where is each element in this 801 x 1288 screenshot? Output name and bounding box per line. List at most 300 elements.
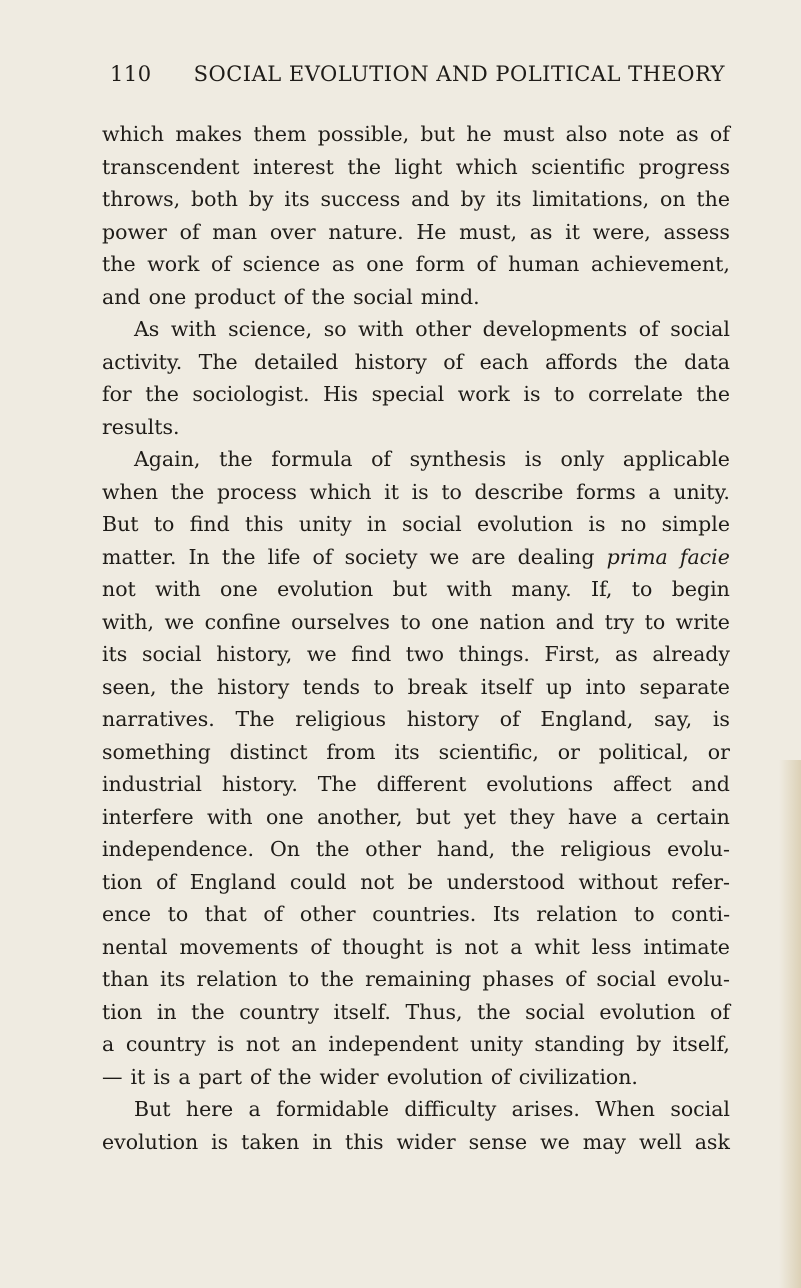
word: the [311, 284, 346, 309]
word: difficulty [404, 1097, 497, 1121]
word: is [588, 512, 606, 536]
word: taken [241, 1129, 300, 1154]
word: As [134, 317, 160, 341]
word: of [443, 349, 464, 374]
word: the [696, 382, 730, 406]
word: product [194, 284, 276, 309]
word: ask [694, 1129, 730, 1154]
word: is [435, 934, 453, 959]
word: movements [179, 934, 299, 959]
text-line [102, 768, 730, 801]
word: not [464, 934, 499, 959]
word: history [217, 674, 290, 699]
word: evolu- [667, 837, 730, 861]
word: its [496, 187, 522, 211]
word: the [102, 252, 136, 276]
word: of [283, 284, 304, 309]
word: industrial [102, 772, 202, 796]
word: confine [204, 609, 281, 634]
text-line [102, 1028, 730, 1061]
word: each [479, 349, 529, 374]
word: without [578, 869, 658, 894]
word: country [239, 999, 320, 1024]
word: unity. [673, 479, 730, 504]
word: evolution [386, 1064, 483, 1089]
text-line [102, 411, 730, 444]
word: The [317, 772, 357, 796]
text-line [102, 671, 730, 704]
word: relation [536, 902, 618, 926]
word: already [652, 642, 730, 666]
word: as [529, 219, 553, 244]
text-line [102, 866, 730, 899]
text-line [102, 346, 730, 379]
text-line [102, 898, 730, 931]
word: itself. [333, 999, 391, 1024]
word: and [411, 187, 450, 211]
word: are [471, 544, 506, 569]
word: part [198, 1064, 242, 1089]
word: we [540, 1129, 570, 1154]
word: social [670, 1097, 730, 1121]
word: to [167, 902, 189, 926]
word: the [477, 999, 511, 1024]
word: possible, [317, 122, 410, 146]
word: so [323, 317, 347, 341]
word: is [524, 447, 542, 471]
word: other [299, 902, 356, 926]
word: history [406, 707, 480, 731]
text-line [102, 996, 730, 1029]
word: try [604, 609, 635, 634]
word: to [288, 967, 310, 991]
word: up [545, 674, 573, 699]
word: results. [102, 414, 180, 439]
word: the [170, 674, 204, 699]
word: religious [560, 837, 652, 861]
word: history, [216, 642, 293, 666]
word: we [164, 609, 195, 634]
word: the [170, 479, 205, 504]
word: history. [221, 772, 298, 796]
text-line [102, 151, 730, 184]
word: social [353, 284, 413, 309]
word: arises. [511, 1097, 580, 1121]
word: not [102, 577, 136, 601]
word: other [415, 317, 472, 341]
word: is [712, 707, 730, 731]
word: things. [458, 642, 530, 666]
word: to [441, 479, 462, 504]
word: of [310, 934, 331, 959]
word: history [354, 349, 427, 374]
word: which [102, 122, 164, 146]
word: as [615, 642, 638, 666]
word: by [248, 187, 274, 211]
word: facie [679, 544, 730, 569]
word: it [384, 479, 399, 504]
word: it [130, 1064, 146, 1089]
word: science [242, 252, 321, 276]
word: this [245, 512, 284, 536]
word: achievement, [591, 252, 730, 276]
word: describe [474, 479, 564, 504]
word: First, [544, 642, 601, 666]
word: society [344, 544, 418, 569]
word: process [216, 479, 297, 504]
word: thought [342, 934, 424, 959]
word: seen, [102, 674, 157, 699]
word: country [125, 1032, 206, 1056]
word: but [415, 804, 451, 829]
word: note [618, 122, 665, 146]
word: ourselves [291, 609, 390, 634]
word: civilization. [518, 1064, 638, 1089]
word: ence [102, 902, 151, 926]
word: its [160, 967, 186, 991]
text-line [102, 833, 730, 866]
text-line [102, 476, 730, 509]
word: an [291, 1032, 317, 1056]
word: with [155, 577, 201, 601]
word: phases [482, 967, 555, 991]
word: man [212, 219, 258, 244]
text-line [102, 638, 730, 671]
word: say, [654, 707, 693, 731]
word: tion [102, 869, 143, 894]
word: If, [590, 577, 613, 601]
word: but [392, 577, 428, 601]
text-line [102, 963, 730, 996]
word: dealing [517, 544, 595, 569]
word: well [638, 1129, 682, 1154]
word: one [266, 804, 304, 829]
word: as [675, 122, 699, 146]
word: interest [253, 154, 334, 179]
word: in [312, 1129, 333, 1154]
word: science, [228, 317, 313, 341]
word: makes [175, 122, 243, 146]
word: different [376, 772, 467, 796]
word: to [153, 512, 175, 536]
word: countries. [372, 902, 477, 926]
word: narratives. [102, 707, 215, 731]
word: less [591, 934, 632, 959]
word: to [554, 382, 575, 406]
text-line [102, 541, 730, 574]
word: them [253, 122, 307, 146]
word: one [431, 609, 469, 634]
word: work [147, 252, 200, 276]
word: it [565, 219, 580, 244]
word: for [102, 382, 132, 406]
word: something [102, 739, 211, 764]
word: be [407, 869, 434, 894]
word: one [366, 252, 404, 276]
word: success [320, 187, 401, 211]
text-line [102, 1061, 730, 1094]
word: of [250, 1064, 270, 1089]
word: hand, [436, 837, 496, 861]
word: one [220, 577, 258, 601]
word: evolu- [667, 967, 730, 991]
text-line [102, 216, 730, 249]
word: he [466, 122, 492, 146]
word: itself [480, 674, 533, 699]
word: social [596, 967, 657, 991]
word: formula [271, 447, 353, 471]
word: with [446, 577, 493, 601]
word: is [523, 382, 541, 406]
word: scientific, [438, 739, 539, 764]
word: itself, [672, 1032, 730, 1056]
word: which [455, 154, 518, 179]
word: human [508, 252, 580, 276]
word: standing [534, 1032, 625, 1056]
word: from [326, 739, 376, 764]
word: find [351, 642, 392, 666]
word: not [360, 869, 395, 894]
word: the [347, 154, 381, 179]
word: transcendent [102, 154, 240, 179]
text-line [102, 508, 730, 541]
word: by [636, 1032, 661, 1056]
word: data [684, 349, 730, 374]
word: find [189, 512, 230, 536]
word: wider [319, 1064, 379, 1089]
word: intimate [643, 934, 730, 959]
word: the [696, 187, 730, 211]
word: a [648, 479, 661, 504]
word: formidable [276, 1097, 390, 1121]
word: social [141, 642, 202, 666]
word: In [188, 544, 210, 569]
word: tends [302, 674, 361, 699]
word: yet [464, 804, 496, 829]
word: or [557, 739, 580, 764]
word: Its [492, 902, 520, 926]
word: could [289, 869, 347, 894]
word: form [415, 252, 465, 276]
word: conti- [671, 902, 730, 926]
word: on [660, 187, 686, 211]
running-head [110, 62, 725, 86]
word: many. [511, 577, 572, 601]
word: independent [328, 1032, 459, 1056]
word: detailed [254, 349, 339, 374]
word: special [371, 382, 445, 406]
text-line [102, 248, 730, 281]
word: certain [656, 804, 730, 829]
text-line [102, 313, 730, 346]
text-line [102, 931, 730, 964]
word: independence. [102, 837, 255, 861]
word: evolution [599, 999, 696, 1024]
word: this [345, 1129, 384, 1154]
word: unity [470, 1032, 523, 1056]
word: power [102, 219, 167, 244]
word: must, [459, 219, 518, 244]
word: assess [663, 219, 730, 244]
text-line [102, 606, 730, 639]
word: the [145, 382, 179, 406]
word: of [490, 1064, 511, 1089]
word: unity [298, 512, 352, 536]
word: evolution [102, 1129, 199, 1154]
word: sense [468, 1129, 528, 1154]
word: activity. [102, 349, 183, 374]
word: evolution [277, 577, 374, 601]
page-number: 110 [110, 62, 152, 86]
word: is [211, 1129, 229, 1154]
text-line [102, 183, 730, 216]
word: social [525, 999, 585, 1024]
word: religious [295, 707, 387, 731]
word: of [371, 447, 392, 471]
word: to [631, 577, 653, 601]
word: the [320, 967, 354, 991]
word: mind. [420, 284, 480, 309]
word: On [269, 837, 300, 861]
word: the [634, 349, 668, 374]
word: its [284, 187, 310, 211]
word: they [509, 804, 555, 829]
word: matter. [102, 544, 177, 569]
word: another, [317, 804, 403, 829]
word: tion [102, 999, 143, 1024]
word: with, [102, 609, 155, 634]
word: one [148, 284, 187, 309]
word: evolution [476, 512, 574, 536]
text-line [102, 573, 730, 606]
word: of [565, 967, 586, 991]
word: correlate [588, 382, 683, 406]
word: prima [606, 544, 668, 569]
word: But [134, 1097, 171, 1121]
word: a [178, 1064, 191, 1089]
text-line [102, 703, 730, 736]
word: nation [479, 609, 546, 634]
word: Again, [134, 447, 201, 471]
word: and [555, 609, 595, 634]
word: work [457, 382, 510, 406]
word: in [366, 512, 387, 536]
word: limitations, [532, 187, 650, 211]
word: of [312, 544, 333, 569]
word: into [585, 674, 626, 699]
word: its [102, 642, 128, 666]
word: other [365, 837, 421, 861]
word: a [102, 1032, 115, 1056]
word: is [411, 479, 429, 504]
word: but [420, 122, 455, 146]
word: of [476, 252, 497, 276]
word: write [675, 609, 730, 634]
text-line [102, 443, 730, 476]
word: with [358, 317, 404, 341]
word: throws, [102, 187, 181, 211]
word: separate [639, 674, 730, 699]
word: developments [482, 317, 628, 341]
word: England [189, 869, 277, 894]
word: or [707, 739, 730, 764]
word: no [620, 512, 647, 536]
word: of [638, 317, 659, 341]
word: refer- [671, 869, 730, 894]
word: both [191, 187, 238, 211]
word: and [691, 772, 730, 796]
word: when [102, 479, 159, 504]
word: the [221, 544, 256, 569]
word: by [460, 187, 486, 211]
word: of [709, 122, 730, 146]
word: the [191, 999, 225, 1024]
word: the [315, 837, 350, 861]
word: The [198, 349, 238, 374]
word: His [323, 382, 359, 406]
word: understood [446, 869, 565, 894]
word: begin [671, 577, 730, 601]
word: the [219, 447, 253, 471]
word: simple [661, 512, 730, 536]
word: of [263, 902, 284, 926]
word: of [179, 219, 200, 244]
word: which [309, 479, 372, 504]
word: must [502, 122, 555, 146]
word: may [582, 1129, 626, 1154]
word: Thus, [405, 999, 463, 1024]
word: applicable [622, 447, 730, 471]
word: interfere [102, 804, 194, 829]
word: whit [534, 934, 580, 959]
word: a [630, 804, 643, 829]
word: is [217, 1032, 235, 1056]
word: distinct [229, 739, 308, 764]
word: have [567, 804, 618, 829]
page-edge-discoloration [779, 760, 801, 1288]
word: with [207, 804, 253, 829]
word: affords [545, 349, 618, 374]
word: But [102, 512, 139, 536]
text-line [102, 736, 730, 769]
word: social [670, 317, 730, 341]
word: than [102, 967, 149, 991]
running-title: SOCIAL EVOLUTION AND POLITICAL THEORY [193, 62, 725, 86]
word: we [306, 642, 337, 666]
word: its [394, 739, 420, 764]
word: with [170, 317, 217, 341]
word: the [511, 837, 545, 861]
word: of [156, 869, 176, 894]
word: nental [102, 934, 168, 959]
word: also [565, 122, 608, 146]
word: to [634, 902, 655, 926]
body-text [102, 118, 730, 1158]
text-line [102, 1093, 730, 1126]
word: light [394, 154, 443, 179]
word: we [429, 544, 460, 569]
text-line [102, 118, 730, 151]
word: to [644, 609, 666, 634]
word: When [595, 1097, 655, 1121]
word: two [405, 642, 444, 666]
word: only [560, 447, 605, 471]
word: The [235, 707, 275, 731]
word: that [204, 902, 247, 926]
word: England, [540, 707, 634, 731]
word: of [211, 252, 231, 276]
word: synthesis [409, 447, 507, 471]
